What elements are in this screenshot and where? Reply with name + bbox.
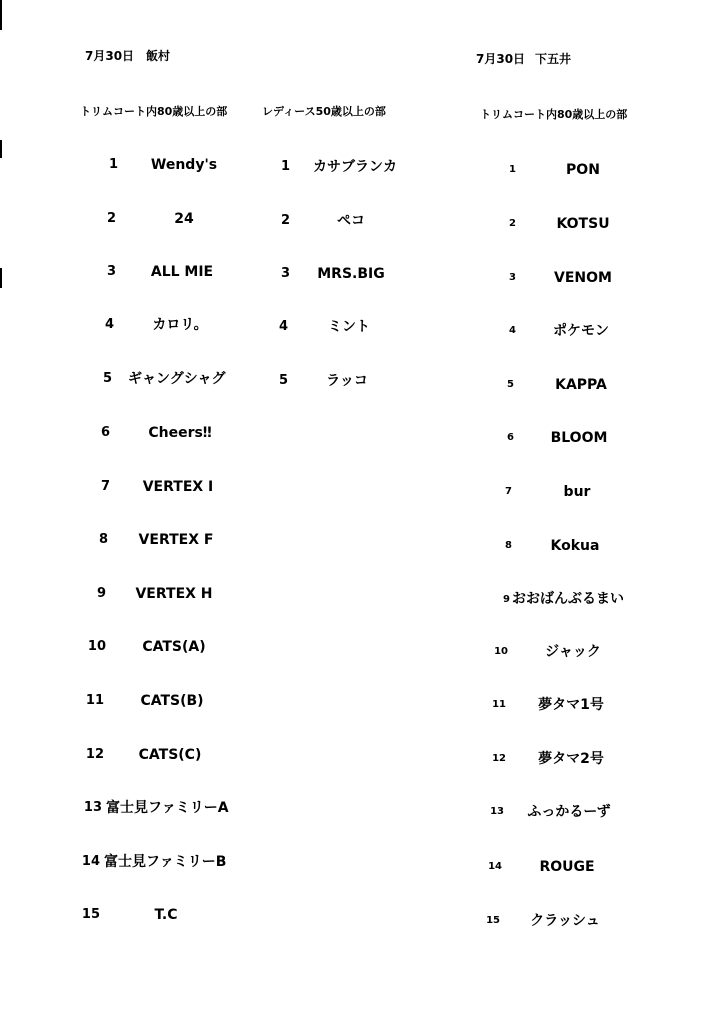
entry-name: カロリ。 xyxy=(152,317,208,333)
entry-number: 7 xyxy=(100,479,110,494)
entry-name: ROUGE xyxy=(539,859,595,875)
entry-name: BLOOM xyxy=(550,430,608,446)
entry-name: 24 xyxy=(174,211,194,227)
entry-number: 14 xyxy=(488,861,502,872)
entry-number: 4 xyxy=(278,319,288,334)
entry-number: 8 xyxy=(505,540,512,551)
entry-number: 12 xyxy=(492,753,506,764)
entry-number: 13 xyxy=(83,800,102,815)
entry-name: ペコ xyxy=(337,213,365,229)
entry-number: 8 xyxy=(98,532,108,547)
entry-name: CATS(B) xyxy=(140,693,204,709)
entry-name: ジャック xyxy=(545,644,601,660)
scan-edge-mark xyxy=(0,268,2,288)
left-section-a-title: トリムコート内80歳以上の部 xyxy=(80,105,228,118)
entry-number: 2 xyxy=(280,213,290,228)
entry-name: ギャングシャグ xyxy=(128,371,226,387)
entry-number: 13 xyxy=(490,806,504,817)
entry-number: 11 xyxy=(492,699,506,710)
entry-name: 夢タマ2号 xyxy=(538,751,604,767)
scan-edge-mark xyxy=(0,140,2,158)
entry-number: 14 xyxy=(81,854,100,869)
entry-name: VERTEX H xyxy=(135,586,213,602)
entry-number: 11 xyxy=(85,693,104,708)
entry-name: VENOM xyxy=(554,270,612,286)
right-date: 7月30日 xyxy=(476,52,526,66)
entry-name: ポケモン xyxy=(553,323,609,339)
left-venue: 飯村 xyxy=(146,49,171,63)
entry-name: Cheers‼ xyxy=(148,425,212,441)
entry-number: 15 xyxy=(486,915,500,926)
entry-name: CATS(A) xyxy=(142,639,206,655)
entry-number: 4 xyxy=(104,317,114,332)
entry-number: 10 xyxy=(494,646,508,657)
entry-name: ミント xyxy=(328,319,370,335)
entry-number: 7 xyxy=(505,486,512,497)
entry-number: 5 xyxy=(278,373,288,388)
entry-name: VERTEX Ⅰ xyxy=(142,479,214,495)
entry-name: ラッコ xyxy=(326,373,368,389)
entry-name: ALL MIE xyxy=(150,264,214,280)
entry-name: MRS.BIG xyxy=(317,266,385,282)
entry-name: KAPPA xyxy=(555,377,607,393)
entry-name: CATS(C) xyxy=(138,747,202,763)
entry-name: T.C xyxy=(154,907,178,923)
entry-number: 2 xyxy=(509,218,516,229)
entry-number: 9 xyxy=(503,594,510,605)
entry-name: PON xyxy=(566,162,600,178)
entry-number: 12 xyxy=(85,747,104,762)
entry-number: 9 xyxy=(96,586,106,601)
entry-number: 10 xyxy=(87,639,106,654)
entry-name: ふっかるーず xyxy=(527,804,611,820)
left-date: 7月30日 xyxy=(85,49,135,63)
entry-number: 2 xyxy=(106,211,116,226)
entry-number: 6 xyxy=(507,432,514,443)
entry-number: 5 xyxy=(507,379,514,390)
entry-name: クラッシュ xyxy=(530,913,600,929)
entry-number: 1 xyxy=(280,159,290,174)
entry-number: 4 xyxy=(509,325,516,336)
right-section-title: トリムコート内80歳以上の部 xyxy=(480,108,628,121)
entry-name: KOTSU xyxy=(556,216,610,232)
left-section-b-title: レディース50歳以上の部 xyxy=(262,105,386,118)
entry-number: 3 xyxy=(106,264,116,279)
entry-number: 1 xyxy=(509,164,516,175)
entry-number: 15 xyxy=(81,907,100,922)
entry-number: 5 xyxy=(102,371,112,386)
right-venue: 下五井 xyxy=(535,52,572,66)
entry-name: おおばんぶるまい xyxy=(512,591,624,607)
entry-name: bur xyxy=(563,484,591,500)
entry-number: 3 xyxy=(280,266,290,281)
entry-name: 富士見ファミリーA xyxy=(106,800,229,816)
entry-name: カサブランカ xyxy=(313,159,397,175)
scan-edge-mark xyxy=(0,0,2,30)
entry-name: 夢タマ1号 xyxy=(538,697,604,713)
entry-number: 6 xyxy=(100,425,110,440)
entry-number: 3 xyxy=(509,272,516,283)
entry-name: VERTEX F xyxy=(138,532,214,548)
entry-name: Wendy's xyxy=(150,157,218,173)
entry-name: Kokua xyxy=(550,538,600,554)
entry-name: 富士見ファミリーB xyxy=(104,854,227,870)
entry-number: 1 xyxy=(108,157,118,172)
